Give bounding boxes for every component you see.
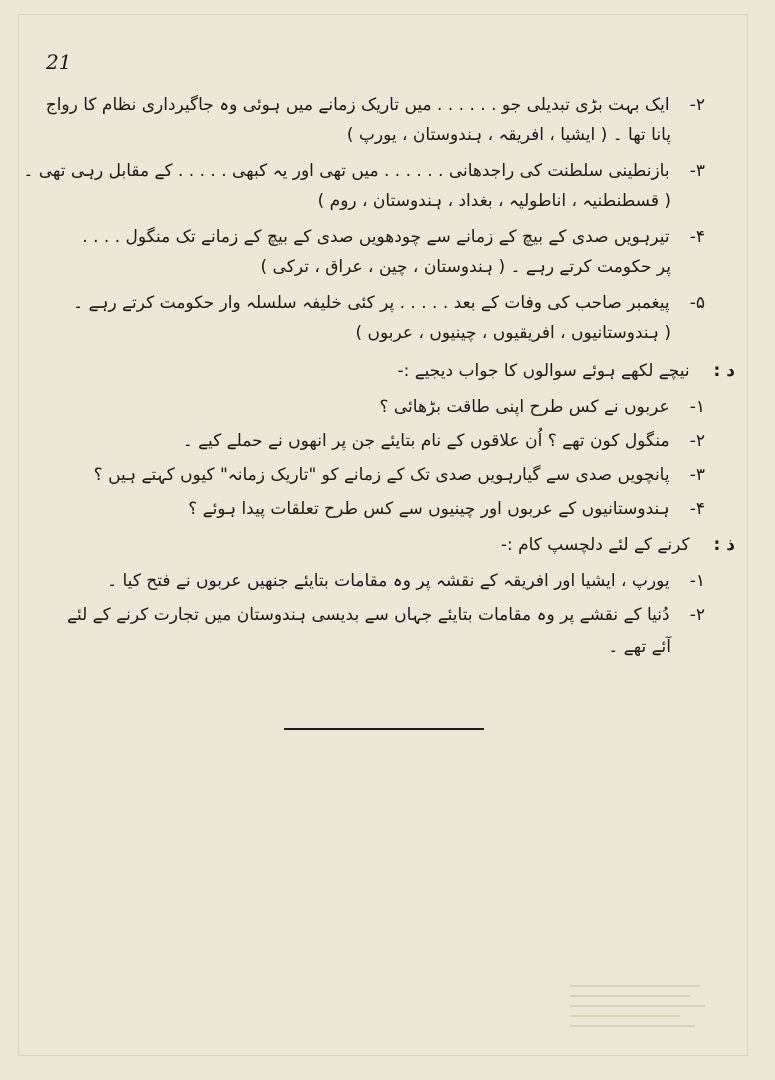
- question-text: منگول کون تھے ؟ اُن علاقوں کے نام بتایئے جن پر انھوں نے حملے کیے ۔: [182, 431, 670, 451]
- question-item: [40, 430, 705, 452]
- task-item: [40, 570, 705, 592]
- section-heading: کرنے کے لئے دلچسپ کام :-: [500, 535, 690, 555]
- item-text-line: ( ہندوستانیوں ، افریقیوں ، چینیوں ، عربوں ): [355, 323, 671, 343]
- item-number: ۳-: [689, 465, 705, 485]
- task-text-line: دُنیا کے نقشے پر وہ مقامات بتایئے جہاں سے بدیسی ہندوستان میں تجارت کرنے کے لئے: [67, 605, 670, 625]
- item-text-line: بازنطینی سلطنت کی راجدھانی . . . . . . میں تھی اور یہ کبھی . . . . . کے مقابل رہی تھی ۔: [23, 161, 670, 181]
- question-text: عربوں نے کس طرح اپنی طاقت بڑھائی ؟: [379, 397, 670, 417]
- fill-in-item: [23, 160, 705, 212]
- fill-in-item: [40, 226, 705, 278]
- item-text-line: پیغمبر صاحب کی وفات کے بعد . . . . . پر کئی خلیفہ سلسلہ وار حکومت کرتے رہے ۔: [73, 293, 670, 313]
- task-item: [40, 604, 705, 626]
- section-d: [40, 360, 735, 520]
- question-item: [40, 498, 705, 520]
- item-text-line: ایک بہت بڑی تبدیلی جو . . . . . . میں تاریک زمانے میں ہوئی وہ جاگیرداری نظام کا رواج: [45, 95, 670, 115]
- section-heading: نیچے لکھے ہوئے سوالوں کا جواب دیجیے :-: [397, 361, 690, 381]
- item-text-line: پر حکومت کرتے رہے ۔ ( ہندوستان ، چین ، عراق ، ترکی ): [260, 257, 671, 277]
- item-number: ۳-: [689, 161, 705, 181]
- section-dh: [40, 534, 735, 658]
- fill-in-item: [40, 94, 705, 146]
- item-number: ۲-: [689, 95, 705, 115]
- item-text-line: تیرہویں صدی کے بیچ کے زمانے سے چودھویں صدی کے بیچ کے زمانے تک منگول . . . .: [82, 227, 670, 247]
- section-label: ذ :: [713, 535, 735, 555]
- item-number: ۲-: [689, 431, 705, 451]
- item-number: ۴-: [689, 499, 705, 519]
- page-number: 21: [46, 50, 72, 74]
- fill-in-item: [40, 292, 705, 344]
- item-number: ۴-: [689, 227, 705, 247]
- item-number: ۵-: [689, 293, 705, 313]
- question-item: [40, 464, 705, 486]
- task-text-line: یورپ ، ایشیا اور افریقہ کے نقشہ پر وہ مقامات بتایئے جنھیں عربوں نے فتح کیا ۔: [107, 571, 670, 591]
- section-label: د :: [713, 361, 735, 381]
- question-text: ہندوستانیوں کے عربوں اور چینیوں سے کس طرح تعلقات پیدا ہوئے ؟: [188, 499, 670, 519]
- question-text: پانچویں صدی سے گیارہویں صدی تک کے زمانے کو "تاریک زمانہ" کیوں کہتے ہیں ؟: [93, 465, 670, 485]
- end-rule: [284, 728, 484, 730]
- bleed-through-texture: [570, 980, 710, 1040]
- item-text-line: پانا تھا ۔ ( ایشیا ، افریقہ ، ہندوستان ، یورپ ): [346, 125, 671, 145]
- item-number: ۱-: [689, 571, 705, 591]
- item-text-line: ( قسطنطنیہ ، اناطولیہ ، بغداد ، ہندوستان ، روم ): [317, 191, 671, 211]
- question-item: [40, 396, 705, 418]
- item-number: ۲-: [689, 605, 705, 625]
- page-content: [23, 88, 735, 658]
- item-number: ۱-: [689, 397, 705, 417]
- task-text-line: آئے تھے ۔: [608, 637, 671, 657]
